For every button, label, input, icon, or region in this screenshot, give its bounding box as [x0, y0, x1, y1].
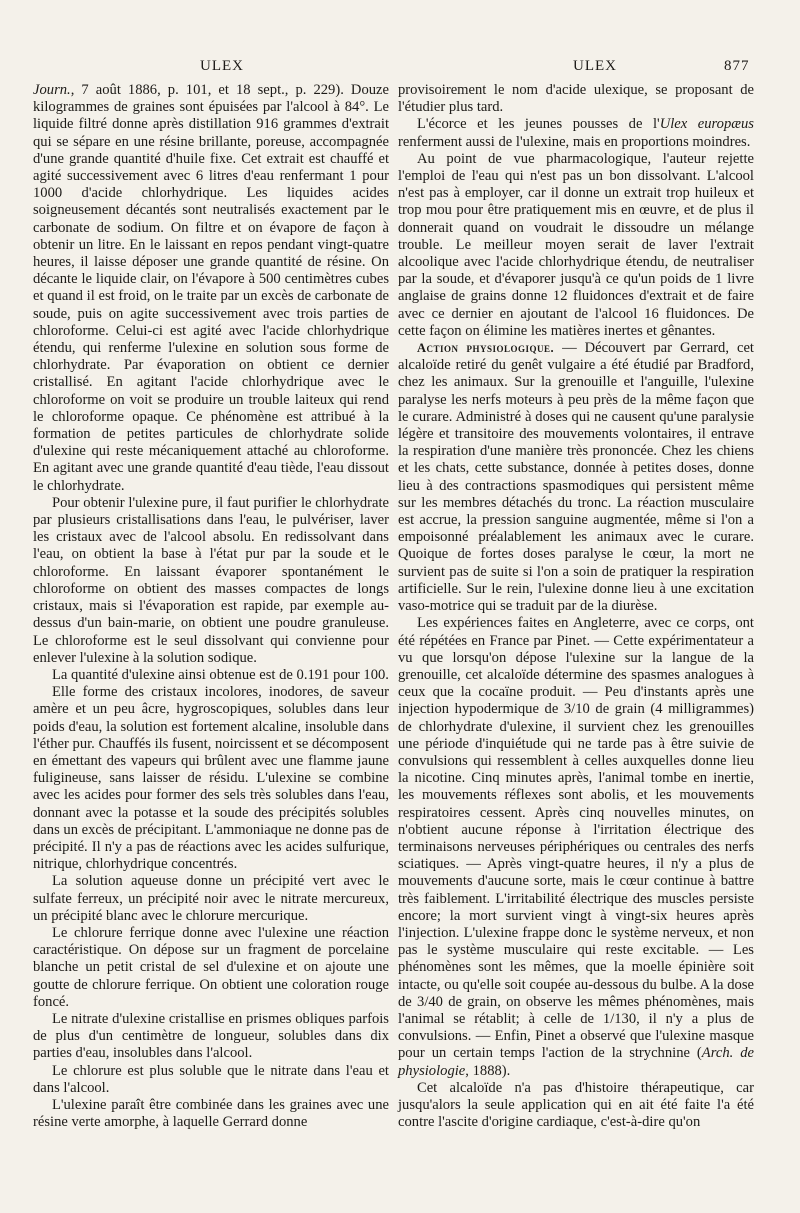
section-heading: Action physiologique.: [416, 341, 555, 356]
paragraph: Le nitrate d'ulexine cristallise en prismes obliques parfois de plus d'un centimètre de longueur, solubles dans dix parties d'eau, insolubles dans l'alcool.: [33, 1010, 389, 1062]
paragraph: Le chlorure ferrique donne avec l'ulexine une réaction caractéristique. On dépose sur un fragment de porcelaine blanche un petit cristal de sel d'ulexine et on ajoute une goutte de chlorure ferrique. On obtient une coloration rouge foncé.: [33, 924, 389, 1010]
paragraph: Le chlorure est plus soluble que le nitrate dans l'eau et dans l'alcool.: [33, 1062, 389, 1096]
paragraph: Action physiologique. — Découvert par Gerrard, cet alcaloïde retiré du genêt vulgaire a été étudié par Bradford, chez les animaux. Sur la grenouille et l'anguille, l'ulexine paralyse les nerfs moteurs à peu près de la même façon que le curare. Administré à doses qui ne causent qu'une paralysie légère et transitoire des mouvements volontaires, il entrave la respiration d'une manière très prononcée. Chez les chiens et les chats, cette substance, donnée à petites doses, donne lieu à des contractions spasmodiques qui persistent même sur les membres détachés du tronc. La réaction musculaire est accrue, la pression sanguine augmentée, même si l'on a empoisonné préalablement les animaux avec le curare. Quoique de fortes doses paralyse le cœur, la mort ne survient pas de suite si l'on a soin de pratiquer la respiration artificielle. Sur le rein, l'ulexine donne lieu à une excitation vaso-motrice qui se traduit par de la diurèse.: [398, 340, 754, 615]
species-name: Ulex europæus: [659, 116, 754, 133]
journal-citation: Arch. de physiologie: [398, 1045, 754, 1079]
running-header: [0, 58, 800, 82]
paragraph: Elle forme des cristaux incolores, inodores, de saveur amère et un peu âcre, hygroscopiques, solubles dans leur poids d'eau, la solution est fortement alcaline, insoluble dans l'éther pur. Chauffés ils fusent, noircissent et se décomposent en émettant des vapeurs qui brûlent avec une flamme jaune fuligineuse, sans laisser de résidu. L'ulexine se combine avec les acides pour former des sels très solubles dans l'eau, donnant avec la potasse et la soude des précipités solubles dans un excès de précipitant. L'ammoniaque ne donne pas de précipité. Il n'y a pas de réactions avec les acides sulfurique, nitrique, chlorhydrique concentrés.: [33, 684, 390, 873]
right-running-head: ULEX: [573, 58, 617, 74]
journal-abbrev: Journ.: [33, 82, 71, 98]
paragraph: L'ulexine paraît être combinée dans les graines avec une résine verte amorphe, à laquelle Gerrard donne: [33, 1096, 389, 1131]
paragraph: Au point de vue pharmacologique, l'auteur rejette l'emploi de l'eau qui n'est pas un bon dissolvant. L'alcool n'est pas à employer, car il donne un extrait trop huileux et trop mou pour être pratiquement mis en œuvre, et de plus il donnerait quand on voudrait le dissoudre un mélange trouble. Le meilleur moyen serait de laver l'extrait alcoolique avec l'acide chlorhydrique étendu, de neutraliser par la soude, et d'évaporer jusqu'à ce qu'un poids de 1 livre anglaise de grains donne 12 fluidonces d'extrait et de faire avec ce dernier en ajoutant de l'alcool 16 fluidonces. De cette façon on élimine les matières inertes et gênantes.: [398, 150, 754, 339]
paragraph: Pour obtenir l'ulexine pure, il faut purifier le chlorhydrate par plusieurs cristallisations dans l'eau, le pulvériser, laver les cristaux avec de l'alcool absolu. En redissolvant dans l'eau, on obtient la base à l'état pur par la soude et le chloroforme. En laissant évaporer spontanément le chloroforme on obtient des masses compactes de longs cristaux, mais si l'évaporation est rapide, par exemple au-dessus d'un bain-marie, on obtient une poudre granuleuse. Le chloroforme est le seul dissolvant qui convienne pour enlever l'ulexine à la solution sodique.: [33, 494, 389, 666]
paragraph: La quantité d'ulexine ainsi obtenue est de 0.191 pour 100.: [51, 666, 389, 683]
right-column: [398, 82, 754, 1131]
paragraph: provisoirement le nom d'acide ulexique, se proposant de l'étudier plus tard.: [398, 82, 754, 116]
paragraph: L'écorce et les jeunes pousses de l'Ulex europæus renferment aussi de l'ulexine, mais en proportions moindres.: [398, 116, 754, 150]
page-number: 877: [724, 58, 750, 74]
left-column: [33, 82, 389, 1131]
paragraph: Journ., 7 août 1886, p. 101, et 18 sept., p. 229). Douze kilogrammes de graines sont épuisées par l'alcool à 84°. Le liquide filtré donne après distillation 916 grammes d'extrait qui se sépare en une résine brillante, poreuse, accompagnée d'une grande quantité d'huile fixe. Cet extrait est chauffé et agité successivement avec 6 litres d'eau renfermant 1 pour 1000 d'acide chlorhydrique. Les liquides acides soigneusement décantés sont neutralisés exactement par le carbonate de sodium. On filtre et on évapore de façon à obtenir un litre. En le laissant en repos pendant vingt-quatre heures, il laisse déposer une grande quantité de résine. On décante le liquide clair, on l'évapore à 500 centimètres cubes et quand il est froid, on le traite par un excès de carbonate de soude, puis on agite successivement avec trois parties de chloroforme. Celui-ci est agité avec l'acide chlorhydrique étendu, qui renferme l'ulexine en solution sous forme de chlorhydrate. Par évaporation on obtient ce dernier cristallisé. En agitant l'acide chlorhydrique avec le chloroforme on voit se produire un trouble laiteux qui rend le chloroforme opaque. Ce phénomène est attribué à la formation de petites particules de chlorhydrate solide d'ulexine qui reste mécaniquement attaché au chloroforme. En agitant avec une grande quantité d'eau tiède, l'eau dissout le chlorhydrate.: [33, 82, 389, 494]
left-running-head: ULEX: [200, 58, 244, 74]
paragraph: La solution aqueuse donne un précipité vert avec le sulfate ferreux, un précipité noir avec le nitrate mercureux, un précipité blanc avec le chlorure mercurique.: [33, 873, 389, 924]
paragraph: Les expériences faites en Angleterre, avec ce corps, ont été répétées en France par Pinet. — Cette expérimentateur a vu que lorsqu'on dépose l'ulexine sur la langue de la grenouille, cet alcaloïde détermine des spasmes analogues à ceux que la cocaïne produit. — Peu d'instants après une injection hypodermique de 3/10 de grain (4 milligrammes) de chlorhydrate d'ulexine, il survient chez les grenouilles une période d'inquiétude qui ne tarde pas à être suivie de convulsions qui ressemblent à celles auxquelles donne lieu la nicotine. Cinq minutes après, l'animal tombe en inertie, les mouvements réflexes sont abolis, et les mouvements respiratoires cessent. Après cinq nouvelles minutes, on n'obtient aucune réponse à l'irritation électrique des terminaisons nerveuses périphériques ou centrales des nerfs sciatiques. — Après vingt-quatre heures, il n'y a plus de mouvements d'aucune sorte, mais le cœur continue à battre très faiblement. L'irritabilité électrique des muscles persiste encore; la mort survient vingt à vingt-six heures après l'injection. L'ulexine frappe donc le système nerveux, et non pas le système musculaire qui reste excitable. — Les phénomènes sont les mêmes, que la moelle épinière soit intacte, ou qu'elle soit coupée au-dessous du bulbe. A la dose de 3/40 de grain, on observe les mêmes phénomènes, mais l'animal se rétablit; à celle de 1/130, il n'y a plus de convulsions. — Enfin, Pinet a observé que l'ulexine masque pour un certain temps l'action de la strychnine (Arch. de physiologie, 1888).: [398, 615, 754, 1079]
paragraph: Cet alcaloïde n'a pas d'histoire thérapeutique, car jusqu'alors la seule application qui en ait été faite l'a été contre l'ascite d'origine cardiaque, c'est-à-dire qu'on: [398, 1079, 754, 1131]
